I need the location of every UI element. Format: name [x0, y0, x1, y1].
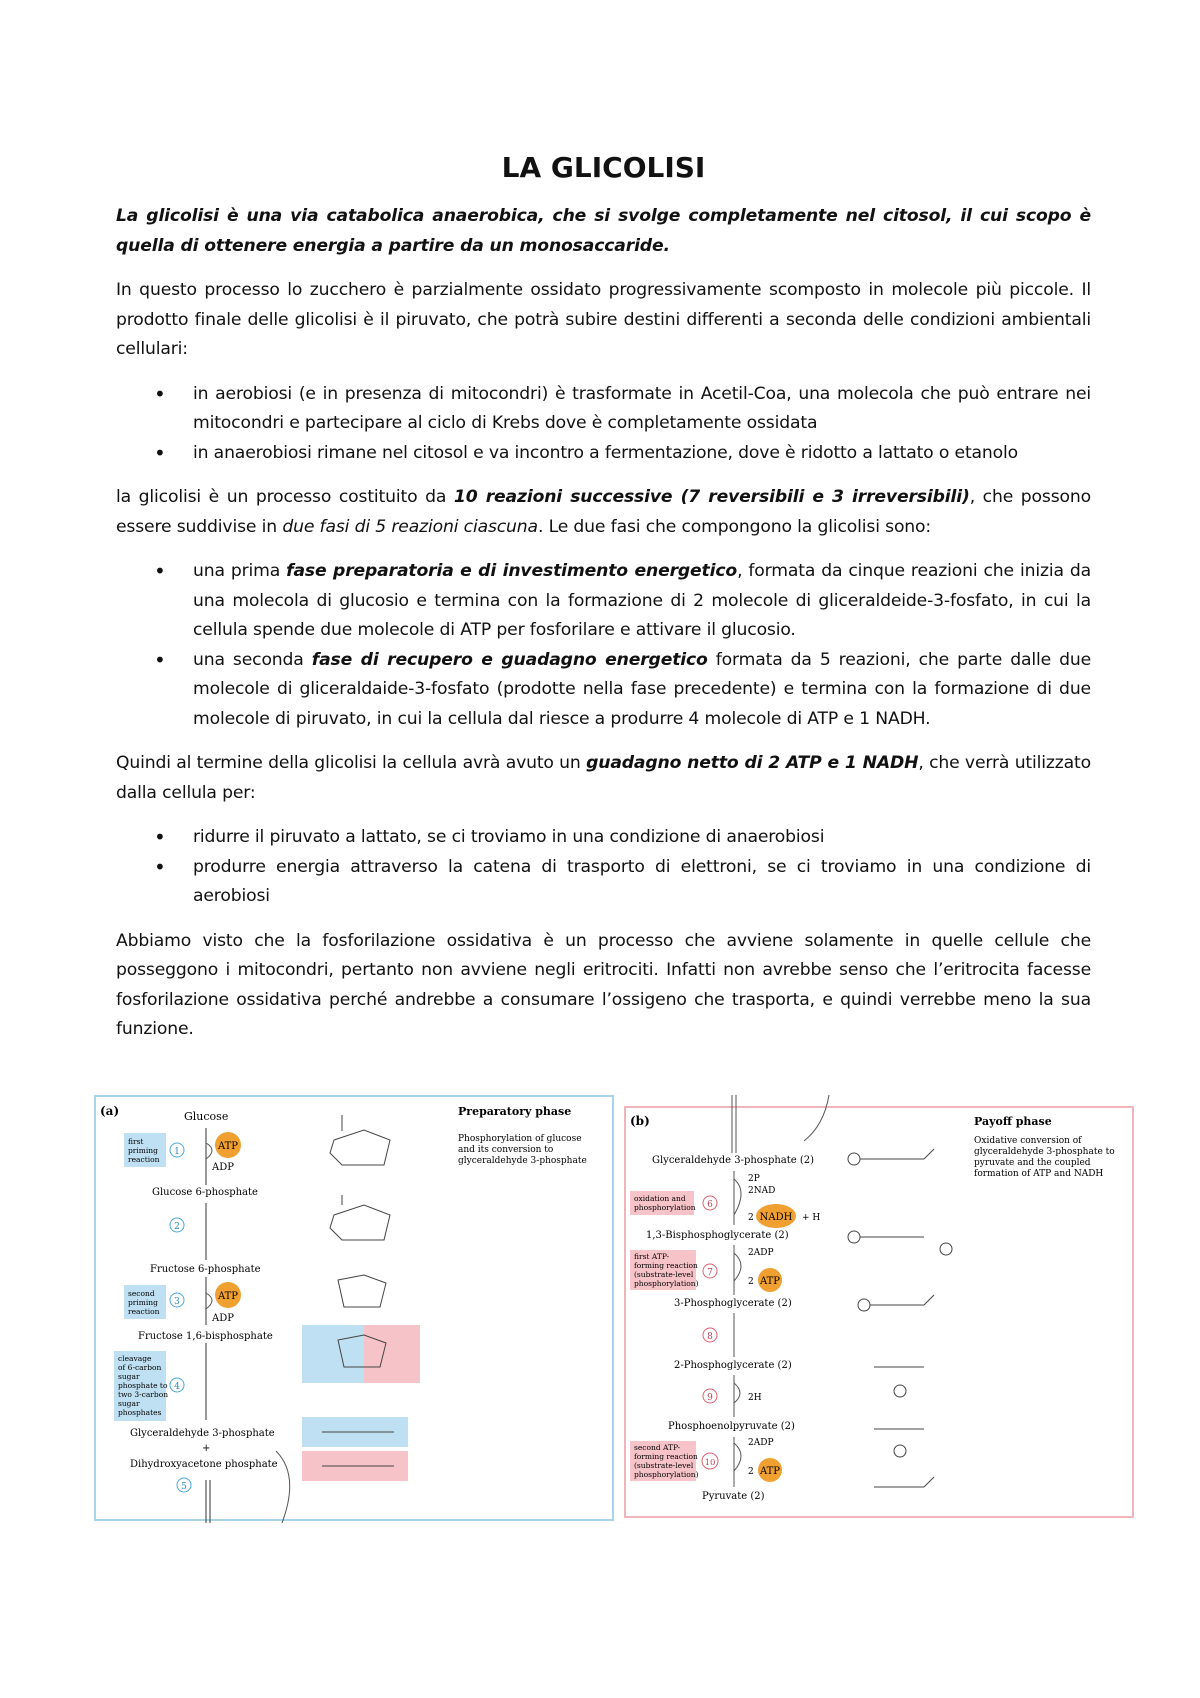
compound-glucose: Glucose	[184, 1110, 229, 1123]
phase-desc-line: glyceraldehyde 3-phosphate to	[974, 1147, 1115, 1157]
compound-3-phosphoglycerate: 3-Phosphoglycerate (2)	[674, 1298, 792, 1309]
compound-2-phosphoglycerate: 2-Phosphoglycerate (2)	[674, 1360, 792, 1371]
cofactor-arrow	[734, 1383, 740, 1403]
phase-desc-line: Phosphorylation of glucose	[458, 1134, 582, 1144]
phase-desc-line: pyruvate and the coupled	[974, 1158, 1091, 1168]
step-label-line: sugar	[118, 1372, 140, 1381]
step-number: 3	[174, 1297, 180, 1307]
step-number: 9	[707, 1393, 713, 1403]
step-label-line: phosphorylation)	[634, 1279, 699, 1288]
step-label-line: (substrate-level	[634, 1461, 694, 1470]
payoff-phase-diagram	[624, 1095, 1136, 1519]
compound-pyruvate: Pyruvate (2)	[702, 1491, 765, 1502]
atp-label: ATP	[217, 1291, 239, 1302]
step-label-line: two 3-carbon	[118, 1390, 169, 1399]
step-number: 4	[174, 1382, 180, 1392]
highlight-blue	[302, 1325, 364, 1383]
plus-sign: +	[202, 1443, 211, 1454]
glucose-structure	[330, 1115, 390, 1165]
phase-title: Preparatory phase	[458, 1105, 572, 1118]
compound-dihydroxyacetone-phosphate: Dihydroxyacetone phosphate	[130, 1459, 278, 1470]
list-uses	[116, 823, 1091, 912]
step-label-line: first	[128, 1137, 144, 1146]
step-number: 7	[707, 1268, 713, 1278]
step-label-line: first ATP-	[634, 1252, 670, 1261]
text-run: formata da 5 reazioni, che parte dalle due molecole di gliceraldaide-3-fosfato (prodotte nella fase precedente) e termina con la formazione di due molecole di piruvato, in cui la cellula dal riesce a produrre 4 molecole di ATP e 1 NADH.	[193, 649, 1092, 729]
text-run: Quindi al termine della glicolisi la cellula avrà avuto un	[116, 753, 587, 773]
nad-label: 2NAD	[748, 1186, 776, 1196]
text-run: una prima	[193, 561, 287, 581]
preparatory-phase-diagram	[94, 1095, 614, 1523]
water-label: 2H	[748, 1393, 762, 1403]
compound-glyceraldehyde-3-phosphate: Glyceraldehyde 3-phosphate (2)	[652, 1155, 815, 1166]
fructose-6-phosphate-structure	[338, 1275, 386, 1307]
cofactor-arrow	[206, 1143, 212, 1159]
list-item: • ridurre il piruvato a lattato, se ci troviamo in una condizione di anaerobiosi	[116, 823, 1091, 853]
step-label-line: (substrate-level	[634, 1270, 694, 1279]
text-run: una seconda	[193, 649, 312, 670]
emphasis-text: due fasi di 5 reazioni ciascuna	[282, 516, 538, 537]
step-label-line: cleavage	[118, 1354, 152, 1363]
adp-label: ADP	[212, 1162, 234, 1173]
list-item: • produrre energia attraverso la catena di trasporto di elettroni, se ci troviamo in una condizione di aerobiosi	[116, 853, 1091, 912]
paragraph-net-gain	[116, 749, 1091, 808]
text-run: , formata da cinque reazioni che inizia da una molecola di glucosio e termina con la formazione di 2 molecole di gliceraldeide-3-fosfato, in cui la cellula spende due molecole di ATP per fosforilare e attivare il glucosio.	[193, 561, 1091, 640]
coefficient: 2	[748, 1467, 754, 1477]
step-number: 10	[704, 1458, 716, 1468]
list-item: • in aerobiosi (e in presenza di mitocondri) è trasformate in Acetil-Coa, una molecola che può entrare nei mitocondri e partecipare al ciclo di Krebs dove è completamente ossidata	[116, 380, 1091, 439]
step-label-line: phosphorylation	[634, 1203, 696, 1212]
document-body	[116, 148, 1091, 1060]
list-item: • in anaerobiosi rimane nel citosol e va incontro a fermentazione, dove è ridotto a lattato o etanolo	[116, 439, 1091, 469]
step-label-line: oxidation and	[634, 1194, 686, 1203]
paragraph-reactions	[116, 483, 1091, 542]
nadh-label: NADH	[759, 1212, 793, 1223]
atp-label: ATP	[217, 1141, 239, 1152]
list-item	[116, 646, 1091, 735]
step-number: 2	[174, 1222, 180, 1232]
compound-fructose-1-6-bisphosphate: Fructose 1,6-bisphosphate	[138, 1331, 273, 1342]
cofactor-arrow	[734, 1253, 741, 1281]
isomerase-arrow	[276, 1451, 290, 1523]
page-title: LA GLICOLISI	[501, 151, 706, 184]
highlight-pink	[364, 1325, 420, 1383]
step-label-line: second ATP-	[634, 1443, 681, 1452]
proton-label: + H	[802, 1213, 821, 1223]
adp-label: 2ADP	[748, 1438, 774, 1448]
step-label-line: priming	[128, 1146, 158, 1155]
text-run: , che verrà utilizzato dalla cellula per:	[116, 753, 1091, 803]
step-label-line: phosphates	[118, 1408, 162, 1417]
step-label-line: second	[128, 1289, 155, 1298]
panel-label: (a)	[100, 1104, 120, 1118]
phase-desc-line: Oxidative conversion of	[974, 1136, 1082, 1146]
phase-desc-line: glyceraldehyde 3-phosphate	[458, 1156, 587, 1166]
emphasis-text: guadagno netto di 2 ATP e 1 NADH	[586, 753, 919, 773]
adp-label: ADP	[212, 1313, 234, 1324]
coefficient: 2	[748, 1213, 754, 1223]
step-label-line: sugar	[118, 1399, 140, 1408]
step-label-line: phosphorylation)	[634, 1470, 699, 1479]
text-run: la glicolisi è un processo costituito da	[116, 487, 454, 507]
compound-1-3-bisphosphoglycerate: 1,3-Bisphosphoglycerate (2)	[646, 1230, 789, 1241]
step-label-line: phosphate to	[118, 1381, 168, 1390]
panel-label: (b)	[630, 1114, 650, 1128]
atp-label: ATP	[759, 1466, 781, 1477]
step-label-line: of 6-carbon	[118, 1363, 162, 1372]
atp-label: ATP	[759, 1276, 781, 1287]
step-label-line: forming reaction	[634, 1261, 698, 1270]
compound-phosphoenolpyruvate: Phosphoenolpyruvate (2)	[668, 1421, 795, 1432]
list-fates	[116, 380, 1091, 469]
pi-label: 2P	[748, 1174, 760, 1184]
step-number: 6	[707, 1200, 713, 1210]
step-number: 1	[174, 1147, 180, 1157]
payoff-structures	[848, 1149, 952, 1487]
compound-glyceraldehyde-3-phosphate: Glyceraldehyde 3-phosphate	[130, 1428, 275, 1439]
text-run: , che possono essere suddivise in	[116, 487, 1091, 537]
cofactor-arrow	[734, 1443, 741, 1471]
phase-desc-line: formation of ATP and NADH	[974, 1169, 1104, 1179]
cofactor-arrow	[206, 1293, 212, 1309]
step-label-line: reaction	[128, 1307, 160, 1316]
glucose-6-phosphate-structure	[330, 1195, 390, 1240]
list-phases	[116, 557, 1091, 734]
figure-payoff-phase	[624, 1095, 1136, 1519]
emphasis-text: fase preparatoria e di investimento energetico	[286, 561, 738, 581]
adp-label: 2ADP	[748, 1248, 774, 1258]
step-number: 5	[181, 1482, 187, 1492]
emphasis-text: fase di recupero e guadagno energetico	[311, 649, 708, 670]
cofactor-arrow	[734, 1179, 741, 1215]
compound-glucose-6-phosphate: Glucose 6-phosphate	[152, 1187, 258, 1198]
step-label-line: forming reaction	[634, 1452, 698, 1461]
intro-paragraph: La glicolisi è una via catabolica anaerobica, che si svolge completamente nel citosol, il cui scopo è quella di ottenere energia a partire da un monosaccaride.	[116, 206, 1091, 256]
list-item	[116, 557, 1091, 646]
paragraph-process: In questo processo lo zucchero è parzialmente ossidato progressivamente scomposto in molecole più piccole. Il prodotto finale delle glicolisi è il piruvato, che potrà subire destini differenti a seconda delle condizioni ambientali cellulari:	[116, 280, 1091, 359]
paragraph-erythrocytes: Abbiamo visto che la fosforilazione ossidativa è un processo che avviene solamente in quelle cellule che posseggono i mitocondri, pertanto non avviene negli eritrociti. Infatti non avrebbe senso che l’eritrocita facesse fosforilazione ossidativa perché andrebbe a consumare l’ossigeno che trasporta, e quindi verrebbe meno la sua funzione.	[116, 930, 1091, 1039]
coefficient: 2	[748, 1277, 754, 1287]
emphasis-text: 10 reazioni successive (7 reversibili e 3 irreversibili)	[453, 487, 970, 507]
phase-title: Payoff phase	[974, 1115, 1052, 1128]
step-label-line: reaction	[128, 1155, 160, 1164]
phase-desc-line: and its conversion to	[458, 1145, 554, 1155]
incoming-arrow	[804, 1095, 829, 1141]
compound-fructose-6-phosphate: Fructose 6-phosphate	[150, 1264, 261, 1275]
text-run: . Le due fasi che compongono la glicolisi sono:	[537, 516, 932, 537]
step-number: 8	[707, 1332, 713, 1342]
figure-preparatory-phase	[94, 1095, 614, 1523]
step-label-line: priming	[128, 1298, 158, 1307]
